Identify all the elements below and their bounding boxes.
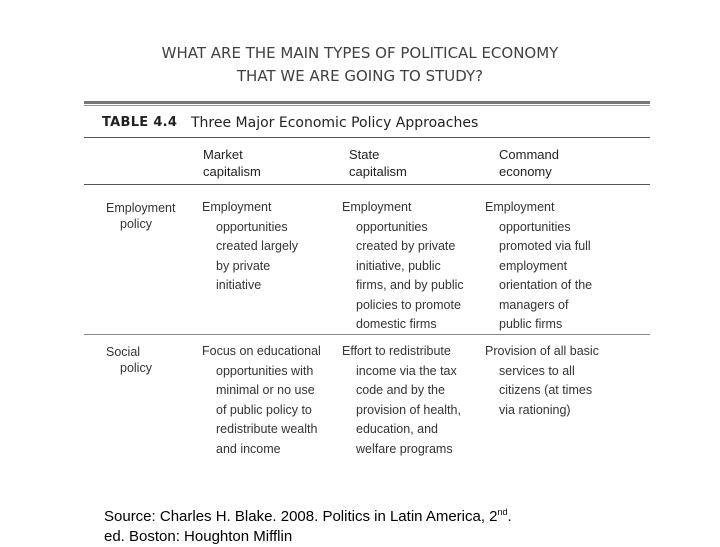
slide-title	[0, 42, 720, 88]
cell-social-market: Focus on educational opportunities with minimal or no use of public policy to redistribute wealth and income	[202, 344, 321, 456]
header-top-rule	[84, 137, 650, 138]
row-label-employment: Employment policy	[106, 201, 176, 231]
title-line-1: WHAT ARE THE MAIN TYPES OF POLITICAL ECONOMY	[161, 44, 559, 62]
cell-employment-market: Employment opportunities created largely by private initiative	[202, 200, 298, 292]
top-rule	[84, 101, 650, 104]
title-line-2: THAT WE ARE GOING TO STUDY?	[236, 67, 484, 85]
row-divider	[84, 334, 650, 335]
table-label: TABLE 4.4	[102, 115, 178, 130]
cell-social-state: Effort to redistribute income via the tax code and by the provision of health, education, and welfare programs	[342, 344, 461, 456]
scanned-table	[84, 100, 650, 460]
column-header-command: Command economy	[499, 147, 559, 179]
top-rule-thin	[84, 105, 650, 106]
column-header-state: State capitalism	[349, 147, 407, 179]
cell-social-command: Provision of all basic services to all citizens (at times via rationing)	[485, 344, 599, 417]
row-label-social: Social policy	[106, 345, 152, 375]
header-bottom-rule	[84, 184, 650, 185]
source-citation	[104, 502, 512, 547]
column-header-market: Market capitalism	[203, 147, 261, 179]
table-name: Three Major Economic Policy Approaches	[191, 115, 479, 131]
source-line-1: Source: Charles H. Blake. 2008. Politics in Latin America, 2nd.	[104, 507, 512, 525]
cell-employment-state: Employment opportunities created by private initiative, public firms, and by public policies to promote domestic firms	[342, 200, 464, 331]
source-line-2: ed. Boston: Houghton Mifflin	[104, 528, 293, 545]
cell-employment-command: Employment opportunities promoted via full employment orientation of the managers of public firms	[485, 200, 593, 331]
